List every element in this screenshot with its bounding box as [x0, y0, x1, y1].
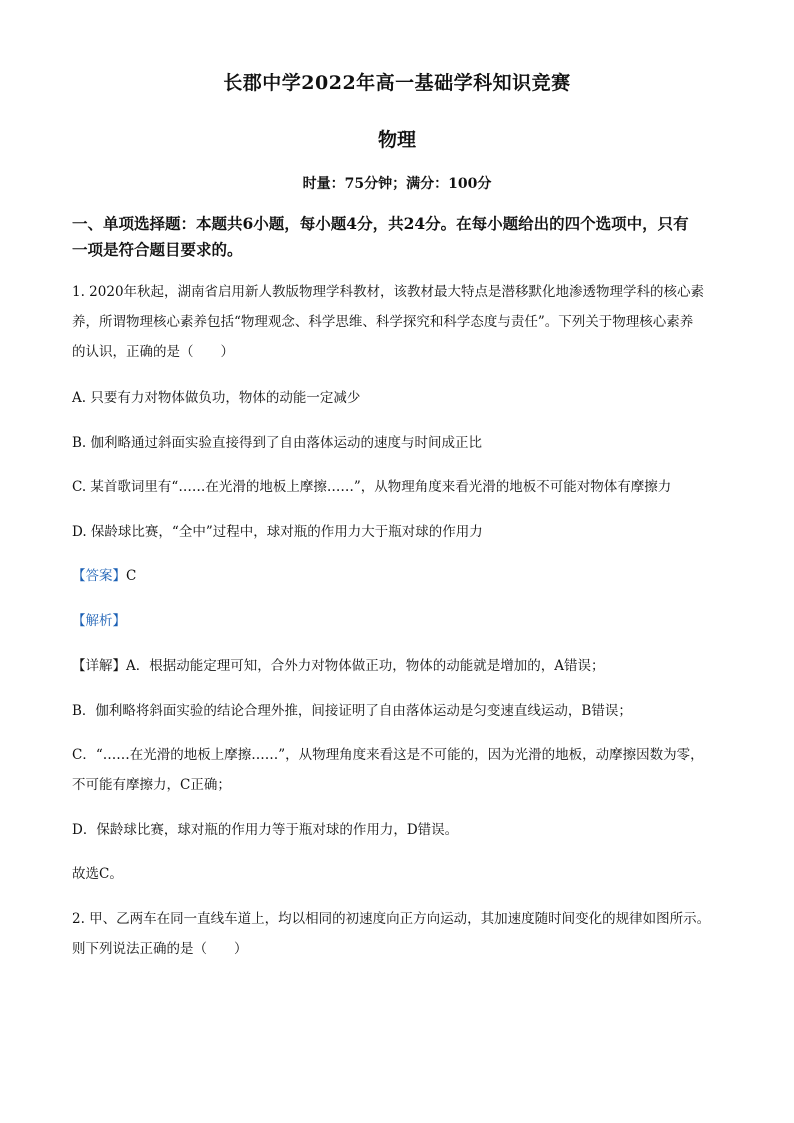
- q1-detail-c-line1: C．“……在光滑的地板上摩擦……”，从物理角度来看这是不可能的，因为光滑的地板，动摩擦因数为零，: [72, 747, 704, 763]
- q1-detail-b: B．伽利略将斜面实验的结论合理外推，间接证明了自由落体运动是匀变速直线运动，B错误；: [72, 703, 632, 719]
- subject-title: 物理: [377, 129, 416, 151]
- q1-option-c: C. 某首歌词里有“……在光滑的地板上摩擦……”，从物理角度来看光滑的地板不可能对物体有摩擦力: [72, 479, 672, 495]
- q2-stem-line2: 则下列说法正确的是（ ）: [72, 941, 248, 957]
- answer-tag: 【答案】: [72, 568, 126, 584]
- exam-title: 长郡中学2022年高一基础学科知识竞赛: [223, 72, 571, 94]
- section-heading-line1: 一、单项选择题：本题共6小题，每小题4分，共24分。在每小题给出的四个选项中，只有: [72, 214, 689, 233]
- q1-detail-c-line2: 不可能有摩擦力，C正确；: [72, 777, 231, 793]
- analysis-tag: 【解析】: [72, 613, 126, 629]
- q1-option-d: D. 保龄球比赛，“全中”过程中，球对瓶的作用力大于瓶对球的作用力: [72, 524, 483, 540]
- q1-detail-d: D．保龄球比赛，球对瓶的作用力等于瓶对球的作用力，D错误。: [72, 822, 459, 838]
- q1-stem-line3: 的认识，正确的是（ ）: [72, 344, 234, 360]
- detail-tag: 【详解】: [72, 658, 126, 674]
- time-score-info: 时量：75分钟；满分：100分: [302, 176, 492, 192]
- q2-stem-line1: 2. 甲、乙两车在同一直线车道上，均以相同的初速度向正方向运动，其加速度随时间变化的规律如图所示。: [72, 911, 711, 927]
- q1-stem-line1: 1. 2020年秋起，湖南省启用新人教版物理学科教材，该教材最大特点是潜移默化地渗透物理学科的核心素: [72, 284, 705, 300]
- answer-value: C: [126, 568, 137, 584]
- q1-option-b: B. 伽利略通过斜面实验直接得到了自由落体运动的速度与时间成正比: [72, 435, 483, 451]
- q1-detail-a: [72, 654, 605, 674]
- section-heading-line2: 一项是符合题目要求的。: [72, 240, 243, 259]
- q1-conclusion: 故选C。: [72, 866, 123, 882]
- q1-option-a: A. 只要有力对物体做负功，物体的动能一定减少: [72, 390, 361, 406]
- q1-stem-line2: 养，所谓物理核心素养包括“物理观念、科学思维、科学探究和科学态度与责任”。下列关于物理核心素养: [72, 314, 694, 330]
- detail-a-text: A．根据动能定理可知，合外力对物体做正功，物体的动能就是增加的，A错误；: [126, 658, 605, 674]
- q1-answer: [72, 564, 136, 584]
